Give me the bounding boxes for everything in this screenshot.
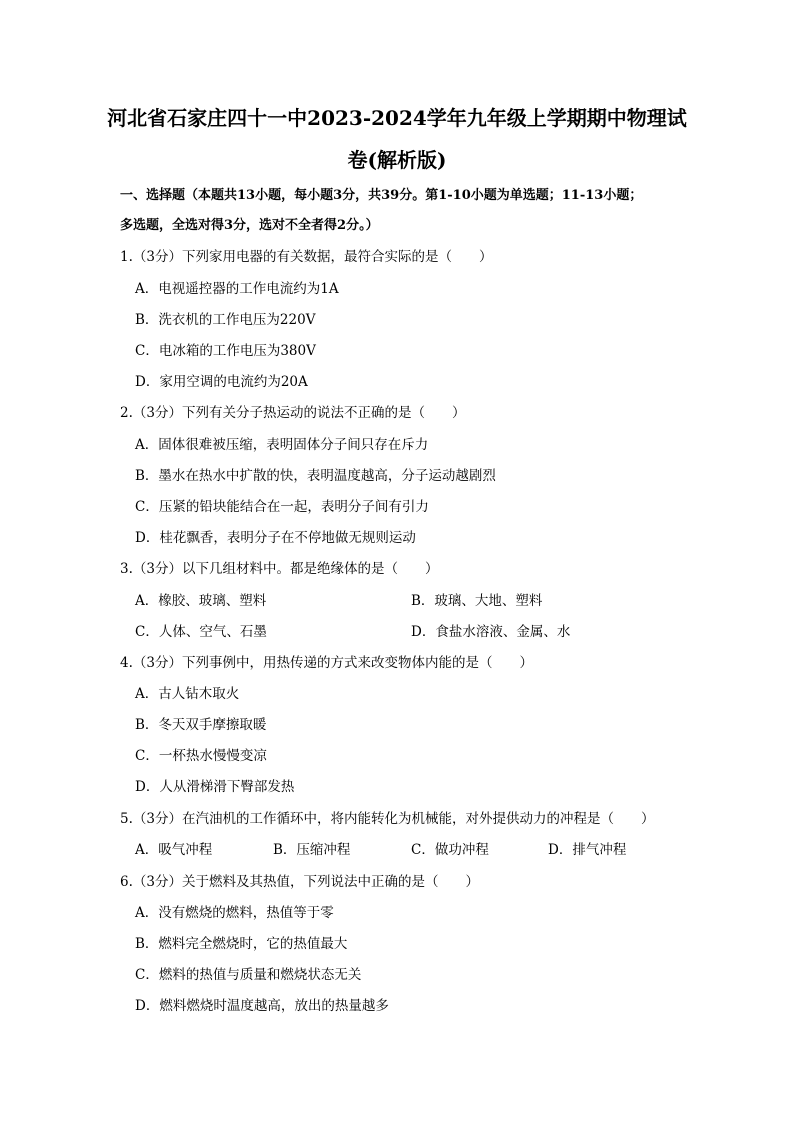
page-title-line-1: 河北省石家庄四十一中2023-2024学年九年级上学期期中物理试 xyxy=(107,106,687,130)
question-6-option-b: B．燃料完全燃烧时，它的热值最大 xyxy=(135,936,348,952)
question-5-option-a: A．吸气冲程 xyxy=(135,842,213,858)
question-4-option-c: C．一杯热水慢慢变凉 xyxy=(135,748,267,764)
question-5-stem: 5.（3分）在汽油机的工作循环中，将内能转化为机械能，对外提供动力的冲程是（ ） xyxy=(120,811,655,827)
question-1-option-c: C．电冰箱的工作电压为380V xyxy=(135,343,316,359)
question-2-stem: 2.（3分）下列有关分子热运动的说法不正确的是（ ） xyxy=(120,405,466,421)
question-2-option-a: A．固体很难被压缩，表明固体分子间只存在斥力 xyxy=(135,437,429,453)
question-5-option-c: C．做功冲程 xyxy=(411,842,489,858)
question-3-option-d: D．食盐水溶液、金属、水 xyxy=(411,624,571,640)
question-4-option-d: D．人从滑梯滑下臀部发热 xyxy=(135,779,295,795)
question-4-option-b: B．冬天双手摩擦取暖 xyxy=(135,717,267,733)
question-2-option-c: C．压紧的铅块能结合在一起，表明分子间有引力 xyxy=(135,499,429,515)
question-1-option-b: B．洗衣机的工作电压为220V xyxy=(135,312,316,328)
question-1-stem: 1.（3分）下列家用电器的有关数据，最符合实际的是（ ） xyxy=(120,249,493,265)
question-1-option-d: D．家用空调的电流约为20A xyxy=(135,374,308,390)
question-2-option-b: B．墨水在热水中扩散的快，表明温度越高，分子运动越剧烈 xyxy=(135,468,496,484)
question-3-option-c: C．人体、空气、石墨 xyxy=(135,624,267,640)
question-1-option-a: A．电视遥控器的工作电流约为1A xyxy=(135,281,339,297)
section-heading-line-2: 多选题，全选对得3分，选对不全者得2分。） xyxy=(120,218,379,233)
question-2-option-d: D．桂花飘香，表明分子在不停地做无规则运动 xyxy=(135,530,416,546)
question-6-option-c: C．燃料的热值与质量和燃烧状态无关 xyxy=(135,967,362,983)
question-3-option-b: B．玻璃、大地、塑料 xyxy=(411,593,543,609)
question-5-option-d: D．排气冲程 xyxy=(548,842,627,858)
question-5-option-b: B．压缩冲程 xyxy=(273,842,351,858)
question-6-option-d: D．燃料燃烧时温度越高，放出的热量越多 xyxy=(135,998,389,1014)
question-6-option-a: A．没有燃烧的燃料，热值等于零 xyxy=(135,905,334,921)
question-3-stem: 3.（3分）以下几组材料中。都是绝缘体的是（ ） xyxy=(120,561,439,577)
question-4-option-a: A．古人钻木取火 xyxy=(135,686,240,702)
question-4-stem: 4.（3分）下列事例中，用热传递的方式来改变物体内能的是（ ） xyxy=(120,655,533,671)
section-heading-line-1: 一、选择题（本题共13小题，每小题3分，共39分。第1-10小题为单选题；11-13小题； xyxy=(120,188,643,203)
question-6-stem: 6.（3分）关于燃料及其热值，下列说法中正确的是（ ） xyxy=(120,874,479,890)
question-3-option-a: A．橡胶、玻璃、塑料 xyxy=(135,593,267,609)
page-title-line-2: 卷(解析版) xyxy=(347,148,447,172)
